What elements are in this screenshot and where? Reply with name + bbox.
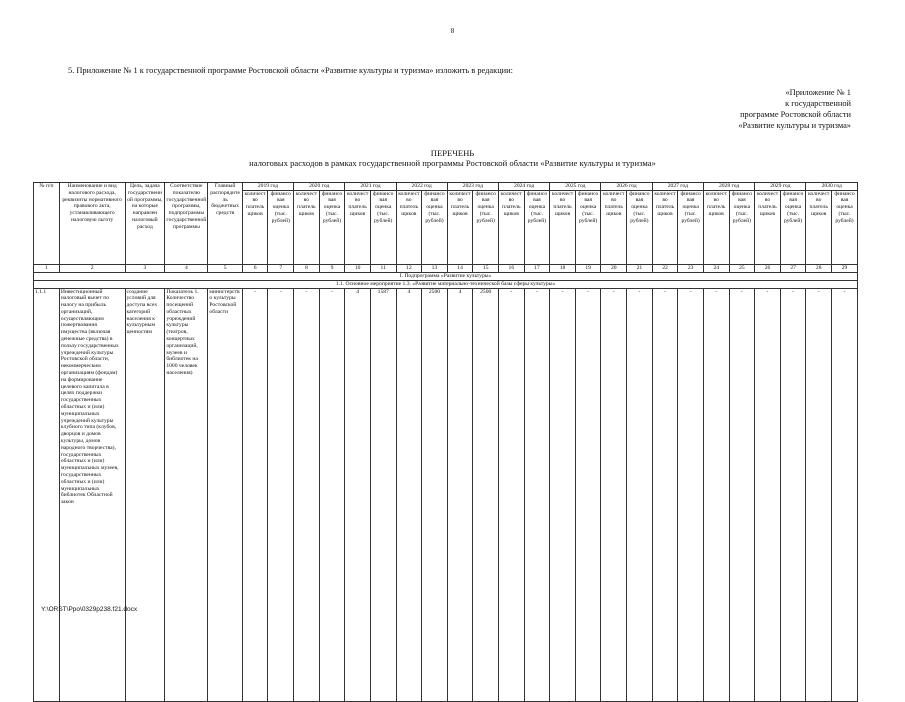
column-number-cell: 28 (806, 264, 832, 272)
column-number-cell: 16 (499, 264, 525, 272)
column-number-cell: 26 (755, 264, 781, 272)
sub-header-estimate: финансовая оценка (тыс. рублей) (319, 190, 345, 264)
year-header: 2025 год (550, 183, 601, 191)
column-number-cell: 25 (729, 264, 755, 272)
col-header-goal: Цель, задача государственной программы, на которые направлен налоговый расход (125, 183, 165, 265)
column-number-cell: 20 (601, 264, 627, 272)
column-number-cell: 1 (34, 264, 60, 272)
column-number-cell: 3 (125, 264, 165, 272)
value-cell: 4 (447, 288, 473, 701)
value-cell: 1587 (370, 288, 396, 701)
year-header: 2023 год (447, 183, 498, 191)
sub-header-count: количество плательщиков (294, 190, 320, 264)
value-cell: - (627, 288, 653, 701)
value-cell: - (652, 288, 678, 701)
sub-header-count: количество плательщиков (755, 190, 781, 264)
event-title: 1.1. Основное мероприятие 1.3. «Развитие материально-технической базы сферы культуры» (34, 280, 858, 288)
year-header: 2021 год (345, 183, 396, 191)
year-header: 2024 год (499, 183, 550, 191)
event-row (34, 280, 858, 288)
year-header: 2019 год (242, 183, 293, 191)
column-number-cell: 17 (524, 264, 550, 272)
heading-subtitle: налоговых расходов в рамках государственной программы Ростовской области «Развитие культуры и туризма» (249, 158, 656, 168)
column-number-cell: 11 (370, 264, 396, 272)
column-number-cell: 22 (652, 264, 678, 272)
sub-header-estimate: финансовая оценка (тыс. рублей) (524, 190, 550, 264)
column-number-cell: 5 (208, 264, 242, 272)
year-header: 2026 год (601, 183, 652, 191)
value-cell: - (499, 288, 525, 701)
value-cell: - (832, 288, 858, 701)
column-number-cell: 27 (780, 264, 806, 272)
column-number-cell: 4 (165, 264, 208, 272)
column-number-cell: 23 (678, 264, 704, 272)
sub-header-estimate: финансовая оценка (тыс. рублей) (422, 190, 448, 264)
value-cell: 4 (345, 288, 371, 701)
column-number-cell: 2 (59, 264, 125, 272)
sub-header-count: количество плательщиков (550, 190, 576, 264)
row-admin: министерство культуры Ростовской области (208, 288, 242, 701)
year-header: 2030 год (806, 183, 858, 191)
column-number-cell: 18 (550, 264, 576, 272)
value-cell: - (729, 288, 755, 701)
row-name: Инвестиционный налоговый вычет по налогу на прибыль организаций, осуществляющим пожертвования имущества (включая денежные средства) в пользу государственных учреждений культуры Ростовской области, некоммерческим организациям (фондам) на формирование целевого капитала в целях поддержки государственных областных и (или) муниципальных учреждений культуры клубного типа (клубов, дворцов и домов культуры, домов народного творчества), государственных областных и (или) муниципальных музеев, государственных областных и (или) муниципальных библиотек Областной закон (59, 288, 125, 701)
value-cell: 4 (396, 288, 422, 701)
value-cell: - (575, 288, 601, 701)
sub-header-count: количество плательщиков (703, 190, 729, 264)
column-number-cell: 9 (319, 264, 345, 272)
value-cell: - (601, 288, 627, 701)
value-cell: - (524, 288, 550, 701)
sub-header-count: количество плательщиков (345, 190, 371, 264)
sub-header-estimate: финансовая оценка (тыс. рублей) (575, 190, 601, 264)
value-cell: - (242, 288, 268, 701)
appendix-caption (661, 87, 851, 131)
subprogram-row (34, 272, 858, 280)
row-goal: создание условий для доступа всех категорий населения к культурным ценностям (125, 288, 165, 701)
header-row-years (34, 183, 858, 191)
tax-expenditures-table (33, 182, 858, 702)
appendix-line: «Развитие культуры и туризма» (738, 121, 851, 130)
sub-header-estimate: финансовая оценка (тыс. рублей) (268, 190, 294, 264)
column-number-cell: 12 (396, 264, 422, 272)
value-cell: - (294, 288, 320, 701)
document-heading (0, 148, 905, 168)
column-number-cell: 24 (703, 264, 729, 272)
value-cell: 2500 (473, 288, 499, 701)
sub-header-estimate: финансовая оценка (тыс. рублей) (370, 190, 396, 264)
col-header-match: Соответствие показателю государственной программы, подпрограммы государственной программы (165, 183, 208, 265)
value-cell: 2500 (422, 288, 448, 701)
year-header: 2020 год (294, 183, 345, 191)
column-number-cell: 29 (832, 264, 858, 272)
column-number-cell: 19 (575, 264, 601, 272)
column-numbers-row (34, 264, 858, 272)
value-cell: - (755, 288, 781, 701)
value-cell: - (806, 288, 832, 701)
table-row (34, 288, 858, 701)
value-cell: - (319, 288, 345, 701)
col-header-name: Наименование и вид налогового расхода, реквизиты нормативного правового акта, устанавливающего налоговую льготу (59, 183, 125, 265)
sub-header-count: количество плательщиков (806, 190, 832, 264)
value-cell: - (703, 288, 729, 701)
year-header: 2027 год (652, 183, 703, 191)
sub-header-estimate: финансовая оценка (тыс. рублей) (729, 190, 755, 264)
sub-header-estimate: финансовая оценка (тыс. рублей) (678, 190, 704, 264)
sub-header-count: количество плательщиков (396, 190, 422, 264)
sub-header-count: количество плательщиков (447, 190, 473, 264)
sub-header-count: количество плательщиков (242, 190, 268, 264)
appendix-line: программе Ростовской области (740, 110, 851, 119)
col-header-admin: Главный распорядитель бюджетных средств (208, 183, 242, 265)
sub-header-count: количество плательщиков (499, 190, 525, 264)
sub-header-estimate: финансовая оценка (тыс. рублей) (627, 190, 653, 264)
sub-header-estimate: финансовая оценка (тыс. рублей) (473, 190, 499, 264)
value-cell: - (268, 288, 294, 701)
sub-header-estimate: финансовая оценка (тыс. рублей) (832, 190, 858, 264)
value-cell: - (678, 288, 704, 701)
value-cell: - (780, 288, 806, 701)
subprogram-title: I. Подпрограмма «Развитие культуры» (34, 272, 858, 280)
sub-header-count: количество плательщиков (652, 190, 678, 264)
column-number-cell: 8 (294, 264, 320, 272)
appendix-line: «Приложение № 1 (785, 88, 851, 97)
appendix-line: к государственной (785, 99, 851, 108)
col-header-number: № п/п (34, 183, 60, 265)
page-number: 8 (450, 27, 455, 35)
file-path-footer: Y:\ORST\Ppo\0329p238.f21.docx (41, 606, 138, 613)
year-header: 2029 год (755, 183, 806, 191)
year-header: 2028 год (703, 183, 754, 191)
sub-header-count: количество плательщиков (601, 190, 627, 264)
heading-title: ПЕРЕЧЕНЬ (430, 148, 475, 158)
value-cell: - (550, 288, 576, 701)
column-number-cell: 21 (627, 264, 653, 272)
column-number-cell: 6 (242, 264, 268, 272)
year-header: 2022 год (396, 183, 447, 191)
intro-paragraph: 5. Приложение № 1 к государственной программе Ростовской области «Развитие культуры и туризма» изложить в редакции: (68, 66, 513, 75)
column-number-cell: 15 (473, 264, 499, 272)
column-number-cell: 13 (422, 264, 448, 272)
row-number: 1.1.1 (34, 288, 60, 701)
row-match: Показатель 1. Количество посещений областных учреждений культуры (театров, концертных организаций, музеев и библиотек на 1000 человек населения) (165, 288, 208, 701)
sub-header-estimate: финансовая оценка (тыс. рублей) (780, 190, 806, 264)
column-number-cell: 10 (345, 264, 371, 272)
column-number-cell: 14 (447, 264, 473, 272)
column-number-cell: 7 (268, 264, 294, 272)
